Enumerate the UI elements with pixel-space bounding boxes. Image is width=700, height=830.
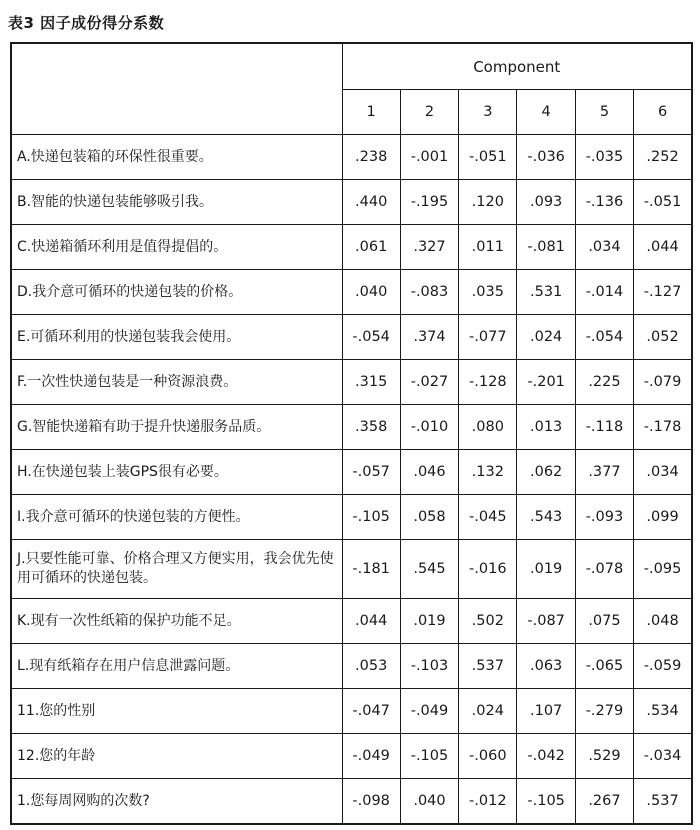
score-cell-1: .044: [342, 599, 400, 644]
score-cell-3: .024: [459, 689, 517, 734]
score-cell-3: .502: [459, 599, 517, 644]
column-header-4: 4: [517, 90, 575, 135]
score-cell-6: .252: [634, 135, 692, 180]
score-cell-1: -.098: [342, 779, 400, 825]
score-cell-5: -.065: [575, 644, 633, 689]
score-cell-3: .080: [459, 405, 517, 450]
score-cell-5: -.014: [575, 270, 633, 315]
score-cell-1: -.049: [342, 734, 400, 779]
score-cell-6: -.095: [634, 540, 692, 599]
score-cell-5: .225: [575, 360, 633, 405]
table-row: [11, 180, 692, 225]
score-cell-2: .374: [400, 315, 458, 360]
column-header-5: 5: [575, 90, 633, 135]
table-row: [11, 135, 692, 180]
score-cell-2: -.195: [400, 180, 458, 225]
score-cell-5: -.054: [575, 315, 633, 360]
row-label: L.现有纸箱存在用户信息泄露问题。: [11, 644, 342, 689]
row-label: H.在快递包装上装GPS很有必要。: [11, 450, 342, 495]
score-cell-4: -.036: [517, 135, 575, 180]
row-label: G.智能快递箱有助于提升快递服务品质。: [11, 405, 342, 450]
table-caption: 表3 因子成份得分系数: [8, 14, 165, 32]
score-cell-5: -.093: [575, 495, 633, 540]
table-row: [11, 734, 692, 779]
score-cell-3: .120: [459, 180, 517, 225]
table-row: [11, 270, 692, 315]
score-cell-3: .132: [459, 450, 517, 495]
row-label: J.只要性能可靠、价格合理又方便实用，我会优先使用可循环的快递包装。: [11, 540, 342, 599]
score-cell-1: .238: [342, 135, 400, 180]
score-cell-6: -.051: [634, 180, 692, 225]
table-row: [11, 644, 692, 689]
table-row: [11, 779, 692, 825]
score-cell-6: -.178: [634, 405, 692, 450]
score-cell-3: .035: [459, 270, 517, 315]
row-label: 11.您的性别: [11, 689, 342, 734]
score-cell-1: .053: [342, 644, 400, 689]
row-label: I.我介意可循环的快递包装的方便性。: [11, 495, 342, 540]
score-cell-2: -.010: [400, 405, 458, 450]
row-label: B.智能的快递包装能够吸引我。: [11, 180, 342, 225]
row-label: F.一次性快递包装是一种资源浪费。: [11, 360, 342, 405]
score-cell-2: .058: [400, 495, 458, 540]
score-cell-1: .440: [342, 180, 400, 225]
score-cell-3: -.012: [459, 779, 517, 825]
score-cell-4: -.201: [517, 360, 575, 405]
score-cell-3: -.016: [459, 540, 517, 599]
score-cell-6: .034: [634, 450, 692, 495]
score-cell-3: -.128: [459, 360, 517, 405]
score-cell-1: .061: [342, 225, 400, 270]
score-cell-4: -.087: [517, 599, 575, 644]
score-cell-2: .019: [400, 599, 458, 644]
score-cell-6: -.059: [634, 644, 692, 689]
score-cell-6: -.079: [634, 360, 692, 405]
score-cell-4: -.105: [517, 779, 575, 825]
score-cell-5: .267: [575, 779, 633, 825]
column-header-1: 1: [342, 90, 400, 135]
score-cell-2: -.105: [400, 734, 458, 779]
table-row: [11, 495, 692, 540]
score-cell-1: -.047: [342, 689, 400, 734]
score-cell-4: .093: [517, 180, 575, 225]
row-label: C.快递箱循环利用是值得提倡的。: [11, 225, 342, 270]
component-header: Component: [342, 43, 692, 90]
table-row: [11, 360, 692, 405]
score-cell-1: .040: [342, 270, 400, 315]
score-cell-4: .062: [517, 450, 575, 495]
score-cell-3: -.045: [459, 495, 517, 540]
score-cell-1: -.181: [342, 540, 400, 599]
score-cell-6: .537: [634, 779, 692, 825]
score-cell-5: -.136: [575, 180, 633, 225]
score-cell-2: -.027: [400, 360, 458, 405]
score-cell-6: .044: [634, 225, 692, 270]
score-cell-2: -.083: [400, 270, 458, 315]
score-cell-1: -.054: [342, 315, 400, 360]
table-row: [11, 450, 692, 495]
score-cell-5: .529: [575, 734, 633, 779]
score-cell-3: .011: [459, 225, 517, 270]
score-cell-4: .019: [517, 540, 575, 599]
score-cell-4: -.042: [517, 734, 575, 779]
score-cell-2: .046: [400, 450, 458, 495]
score-cell-4: -.081: [517, 225, 575, 270]
header-corner-cell: [11, 43, 342, 135]
score-cell-3: -.060: [459, 734, 517, 779]
factor-score-table: [10, 42, 693, 825]
score-cell-2: -.103: [400, 644, 458, 689]
score-cell-4: .543: [517, 495, 575, 540]
score-cell-5: .034: [575, 225, 633, 270]
score-cell-3: -.051: [459, 135, 517, 180]
row-label: 12.您的年龄: [11, 734, 342, 779]
score-cell-5: -.118: [575, 405, 633, 450]
table-row: [11, 540, 692, 599]
row-label: A.快递包装箱的环保性很重要。: [11, 135, 342, 180]
score-cell-1: .315: [342, 360, 400, 405]
table-row: [11, 225, 692, 270]
score-cell-1: -.105: [342, 495, 400, 540]
column-header-3: 3: [459, 90, 517, 135]
score-cell-6: -.034: [634, 734, 692, 779]
score-cell-3: .537: [459, 644, 517, 689]
score-cell-2: .545: [400, 540, 458, 599]
row-label: 1.您每周网购的次数?: [11, 779, 342, 825]
row-label: D.我介意可循环的快递包装的价格。: [11, 270, 342, 315]
score-cell-6: .534: [634, 689, 692, 734]
score-cell-2: .040: [400, 779, 458, 825]
table-row: [11, 689, 692, 734]
score-cell-3: -.077: [459, 315, 517, 360]
score-cell-5: -.035: [575, 135, 633, 180]
score-cell-1: .358: [342, 405, 400, 450]
score-cell-2: .327: [400, 225, 458, 270]
score-cell-5: .075: [575, 599, 633, 644]
score-cell-6: .099: [634, 495, 692, 540]
score-cell-4: .063: [517, 644, 575, 689]
score-cell-1: -.057: [342, 450, 400, 495]
table-row: [11, 405, 692, 450]
table-row: [11, 315, 692, 360]
score-cell-5: -.078: [575, 540, 633, 599]
table-row: [11, 599, 692, 644]
score-cell-5: .377: [575, 450, 633, 495]
score-cell-4: .013: [517, 405, 575, 450]
table-body: [11, 135, 692, 825]
score-cell-6: .048: [634, 599, 692, 644]
row-label: E.可循环利用的快递包装我会使用。: [11, 315, 342, 360]
score-cell-2: -.049: [400, 689, 458, 734]
score-cell-4: .024: [517, 315, 575, 360]
column-header-6: 6: [634, 90, 692, 135]
row-label: K.现有一次性纸箱的保护功能不足。: [11, 599, 342, 644]
score-cell-5: -.279: [575, 689, 633, 734]
score-cell-6: .052: [634, 315, 692, 360]
score-cell-4: .531: [517, 270, 575, 315]
column-header-2: 2: [400, 90, 458, 135]
score-cell-4: .107: [517, 689, 575, 734]
score-cell-6: -.127: [634, 270, 692, 315]
score-cell-2: -.001: [400, 135, 458, 180]
